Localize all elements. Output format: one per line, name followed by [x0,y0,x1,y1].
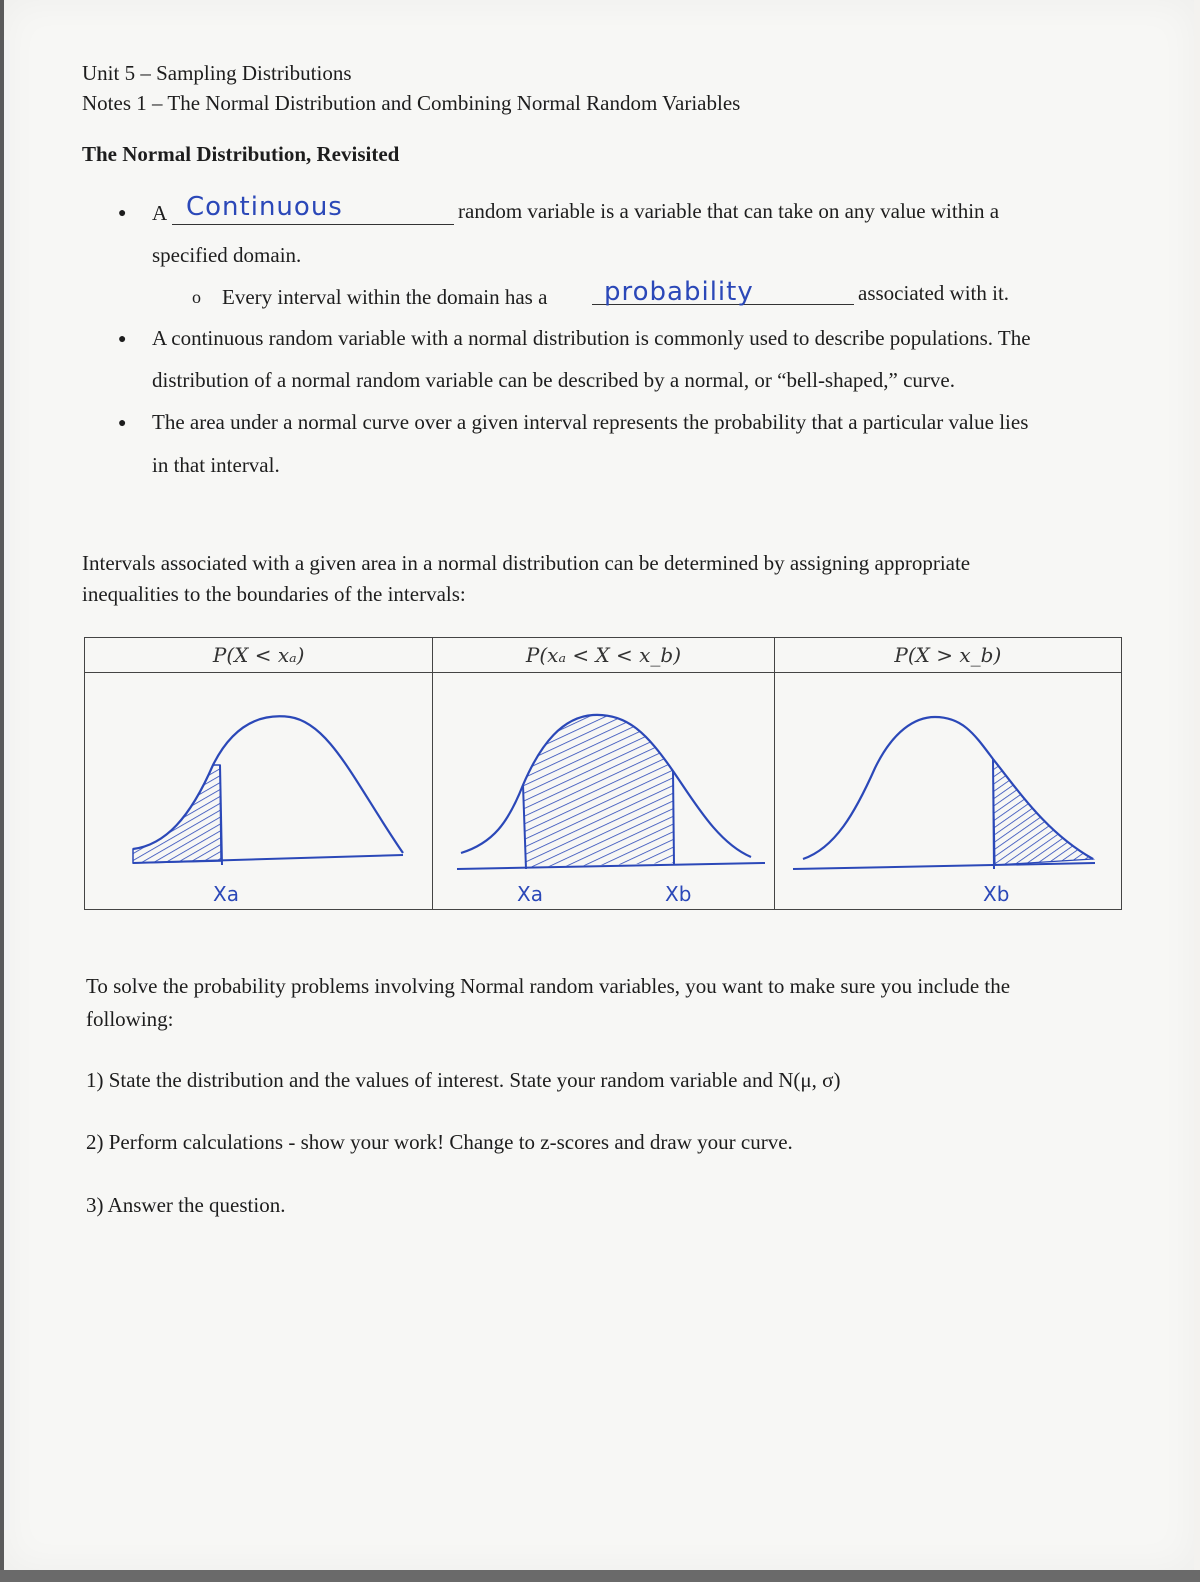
table-header-row [85,638,1122,673]
sub-bullet-prefix: Every interval within the domain has a [222,285,548,309]
section-title: The Normal Distribution, Revisited [82,142,400,166]
boundary-xb [993,759,994,869]
shaded-area-left [133,765,221,863]
handwritten-answer-continuous: Continuous [186,192,343,222]
header-greater-than: P(X > x_b) [774,638,1121,673]
bullet-dot: ● [118,332,127,347]
axis-line [793,863,1095,869]
step-1: 1) State the distribution and the values of interest. State your random variable and N(μ, σ) [86,1068,841,1092]
label-xb: Xb [665,882,692,906]
header-less-than: P(X < xₐ) [85,638,433,673]
intervals-table [84,637,1122,910]
step-2: 2) Perform calculations - show your work! Change to z-scores and draw your curve. [86,1130,793,1154]
label-xa: Xa [213,882,239,906]
bullet1-suffix: random variable is a variable that can take on any value within a [458,199,1000,223]
bullet-dot: ● [118,206,127,221]
handwritten-answer-probability: probability [604,277,754,307]
step-3: 3) Answer the question. [86,1193,286,1217]
unit-title: Unit 5 – Sampling Distributions [82,61,352,85]
left-tail-curve-sketch [85,673,431,909]
right-tail-curve-sketch [775,673,1120,909]
label-xb: Xb [982,882,1010,906]
steps-intro-line1: To solve the probability problems involving Normal random variables, you want to make sure you include the [86,974,1011,998]
bullet1-prefix: A [152,201,168,225]
scan-bottom-edge [0,1570,1200,1582]
bullet3-line1: The area under a normal curve over a given interval represents the probability that a particular value lies [152,410,1029,434]
cell-between [433,673,774,910]
bullet-dot: ● [118,416,127,431]
sub-bullet-circle: o [192,287,201,307]
blank-line-1 [172,224,454,225]
intervals-intro-line1: Intervals associated with a given area in a normal distribution can be determined by assigning appropriate [82,551,971,575]
bullet1-line2: specified domain. [152,243,302,267]
boundary-xb [673,771,674,865]
cell-right-tail [774,673,1121,910]
bullet2-line2: distribution of a normal random variable can be described by a normal, or “bell-shaped,” curve. [152,368,955,392]
cell-left-tail [85,673,433,910]
label-xa: Xa [517,882,544,906]
bullet3-line2: in that interval. [152,453,280,477]
intervals-intro-line2: inequalities to the boundaries of the intervals: [82,582,466,606]
header-between: P(xₐ < X < x_b) [433,638,774,673]
notes-title: Notes 1 – The Normal Distribution and Combining Normal Random Variables [82,91,741,115]
document-header [82,58,740,118]
sub-bullet-suffix: associated with it. [858,281,1010,305]
between-curve-sketch [433,673,772,909]
table-curves-row [85,673,1122,910]
steps-intro-line2: following: [86,1007,174,1031]
bullet2-line1: A continuous random variable with a normal distribution is commonly used to describe populations. The [152,326,1031,350]
shaded-area-middle [523,715,673,867]
